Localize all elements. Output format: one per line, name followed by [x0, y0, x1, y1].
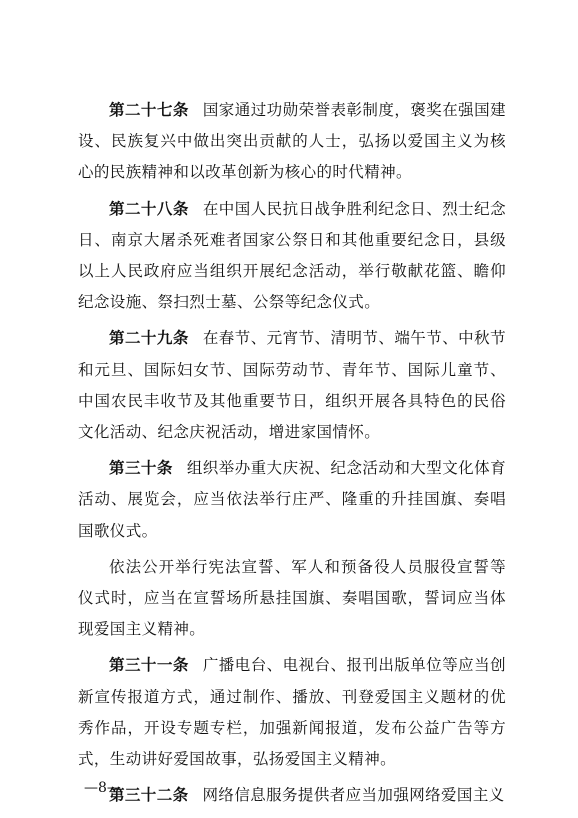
document-body [78, 95, 506, 816]
page-number: —8— [84, 780, 121, 796]
article-text: 组织举办重大庆祝、纪念活动和大型文化体育活动、展览会，应当依法举行庄严、隆重的升挂国旗、奏唱国歌仪式。 [78, 459, 506, 540]
article-heading: 第三十二条 [109, 786, 189, 805]
article-heading: 第二十八条 [109, 199, 189, 218]
article-heading: 第二十七条 [109, 101, 189, 119]
article-heading: 第三十条 [109, 459, 173, 478]
article-text: 国家通过功勋荣誉表彰制度，褒奖在强国建设、民族复兴中做出突出贡献的人士，弘扬以爱国主义为核心的民族精神和以改革创新为核心的时代精神。 [78, 101, 506, 182]
paragraph-article-29 [78, 323, 506, 448]
paragraph-article-30 [78, 453, 506, 547]
paragraph-article-32 [78, 780, 506, 811]
article-text: 广播电台、电视台、报刊出版单位等应当创新宣传报道方式，通过制作、播放、刊登爱国主义题材的优秀作品，开设专题专栏，加强新闻报道，发布公益广告等方式，生动讲好爱国故事，弘扬爱国主义精神。 [78, 656, 506, 769]
article-heading: 第二十九条 [109, 329, 189, 348]
paragraph-article-27 [78, 95, 506, 189]
paragraph-text: 依法公开举行宪法宣誓、军人和预备役人员服役宣誓等仪式时，应当在宣誓场所悬挂国旗、奏唱国歌，誓词应当体现爱国主义精神。 [78, 557, 506, 639]
article-text: 在春节、元宵节、清明节、端午节、中秋节和元旦、国际妇女节、国际劳动节、青年节、国际儿童节、中国农民丰收节及其他重要节日，组织开展各具特色的民俗文化活动、纪念庆祝活动，增进家国情怀。 [78, 329, 506, 442]
paragraph-article-30-continued [78, 552, 506, 646]
paragraph-article-31 [78, 650, 506, 775]
paragraph-article-28 [78, 194, 506, 319]
article-text: 网络信息服务提供者应当加强网络爱国主义 [202, 786, 505, 805]
article-text: 在中国人民抗日战争胜利纪念日、烈士纪念日、南京大屠杀死难者国家公祭日和其他重要纪念日，县级以上人民政府应当组织开展纪念活动，举行敬献花篮、瞻仰纪念设施、祭扫烈士墓、公祭等纪念仪式。 [78, 199, 506, 312]
article-heading: 第三十一条 [109, 656, 189, 675]
